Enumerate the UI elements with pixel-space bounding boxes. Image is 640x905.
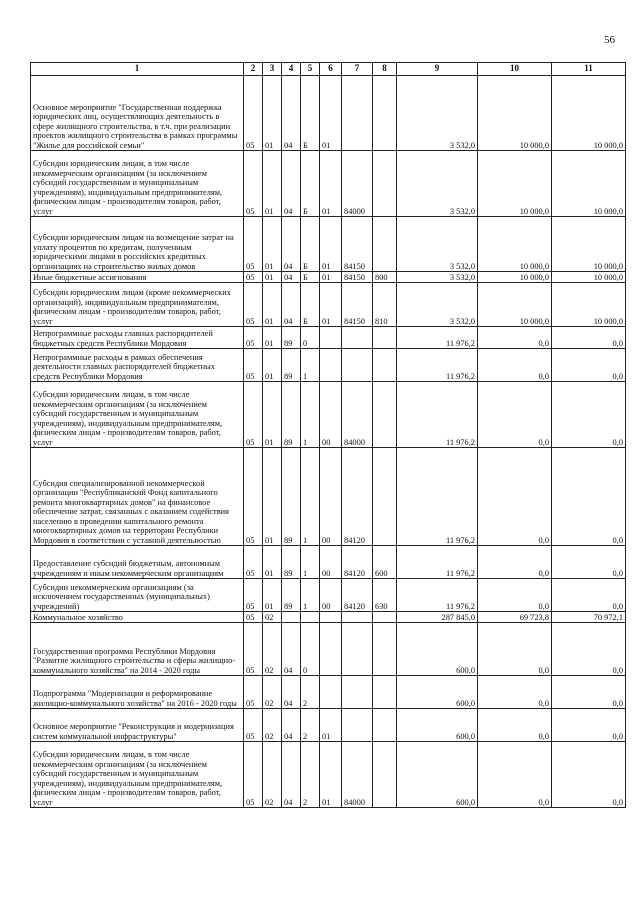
row-value-cell: 69 723,8 [478,612,552,623]
row-value-cell: 0,0 [552,742,626,808]
row-name-cell: Субсидия специализированной некоммерческой организации "Республиканский Фонд капитального ремонта многоквартирных домов" на финансовое обеспечение затрат, связанных с оказанием содействия населению в проведении капитального ремонта многоквартирных домов на территории Республики Мордовия в соответствии с уставной деятельностью [31,448,244,546]
row-value-cell [320,623,342,676]
row-value-cell: 01 [263,579,282,612]
row-value-cell: 84000 [342,742,373,808]
row-value-cell: 89 [282,349,301,382]
header-cell: 9 [397,63,478,76]
row-value-cell: 287 845,0 [397,612,478,623]
row-value-cell: 0,0 [478,349,552,382]
row-name-cell: Субсидии юридическим лицам на возмещение затрат на уплату процентов по кредитам, полученным юридическими лицами в российских кредитных организациях на строительство жилых домов [31,217,244,272]
row-value-cell [373,448,397,546]
row-value-cell [373,76,397,151]
row-name-cell: Непрограммные расходы главных распорядителей бюджетных средств Республики Мордовия [31,327,244,349]
row-value-cell: 0 [301,623,320,676]
row-value-cell: 600,0 [397,676,478,709]
table-row [31,579,626,612]
row-name-cell: Субсидии юридическим лицам, в том числе некоммерческим организациям (за исключением субсидий государственным и муниципальным учреждениям), индивидуальным предпринимателям, физическим лицам - производителям товаров, работ, услуг [31,742,244,808]
row-value-cell: 0,0 [478,327,552,349]
row-value-cell [373,612,397,623]
row-name-cell: Субсидии некоммерческим организациям (за исключением государственных (муниципальных) учреждений) [31,579,244,612]
row-value-cell: 84000 [342,382,373,448]
row-value-cell: 04 [282,623,301,676]
row-value-cell: 0,0 [478,448,552,546]
row-value-cell: 05 [244,709,263,742]
row-value-cell: 1 [301,546,320,579]
header-cell: 6 [320,63,342,76]
row-value-cell: Б [301,272,320,283]
row-value-cell: 10 000,0 [552,272,626,283]
row-value-cell [301,612,320,623]
row-name-cell: Основное мероприятие "Реконструкция и модернизация систем коммунальной инфраструктуры" [31,709,244,742]
row-name-cell: Иные бюджетные ассигнования [31,272,244,283]
row-value-cell: 01 [320,76,342,151]
row-value-cell: Б [301,217,320,272]
row-value-cell [342,623,373,676]
row-value-cell: 600,0 [397,709,478,742]
row-value-cell [342,709,373,742]
row-value-cell: 89 [282,382,301,448]
row-value-cell: 0,0 [552,448,626,546]
header-cell: 5 [301,63,320,76]
row-value-cell: 84150 [342,272,373,283]
row-value-cell: 10 000,0 [478,151,552,217]
row-value-cell: 04 [282,217,301,272]
table-row [31,742,626,808]
row-value-cell: 02 [263,742,282,808]
header-cell: 1 [31,63,244,76]
row-value-cell: 1 [301,448,320,546]
row-value-cell: 800 [373,272,397,283]
row-value-cell: 11 976,2 [397,448,478,546]
row-value-cell: 01 [263,546,282,579]
row-name-cell: Субсидии юридическим лицам, в том числе некоммерческим организациям (за исключением субсидий государственным и муниципальным учреждениям), индивидуальным предпринимателям, физическим лицам - производителям товаров, работ, услуг [31,151,244,217]
row-value-cell: 01 [263,217,282,272]
row-name-cell: Субсидии юридическим лицам, в том числе некоммерческим организациям (за исключением субсидий государственным и муниципальным учреждениям), индивидуальным предпринимателям, физическим лицам - производителям товаров, работ, услуг [31,382,244,448]
row-value-cell: 04 [282,283,301,327]
row-value-cell: 0,0 [478,709,552,742]
row-value-cell: 0,0 [552,579,626,612]
row-value-cell: 05 [244,623,263,676]
row-value-cell: 01 [263,349,282,382]
row-value-cell: 810 [373,283,397,327]
row-value-cell: 05 [244,151,263,217]
row-value-cell: 600,0 [397,623,478,676]
row-value-cell: 84000 [342,151,373,217]
row-value-cell: 70 972,1 [552,612,626,623]
row-value-cell: 0,0 [478,579,552,612]
header-cell: 10 [478,63,552,76]
row-value-cell: 01 [263,76,282,151]
row-value-cell: 84120 [342,448,373,546]
row-value-cell: 01 [320,742,342,808]
row-value-cell: 0,0 [552,382,626,448]
header-cell: 8 [373,63,397,76]
row-value-cell: Б [301,283,320,327]
row-value-cell: 00 [320,546,342,579]
row-value-cell [342,676,373,709]
row-value-cell: 04 [282,272,301,283]
row-value-cell [373,349,397,382]
row-value-cell: 0,0 [478,676,552,709]
row-value-cell [320,327,342,349]
row-value-cell: 0 [301,327,320,349]
row-value-cell: 0,0 [478,742,552,808]
row-value-cell: 01 [263,272,282,283]
row-value-cell: 04 [282,151,301,217]
row-value-cell: 04 [282,709,301,742]
row-name-cell: Основное мероприятие "Государственная поддержка юридических лиц, осуществляющих деятельность в сфере жилищного строительства, в т.ч. при реализации проектов жилищного строительства в рамках программы "Жилье для российской семьи" [31,76,244,151]
row-value-cell: 02 [263,623,282,676]
row-value-cell [373,742,397,808]
row-value-cell [342,76,373,151]
page-number: 56 [604,34,615,46]
row-value-cell: 3 532,0 [397,151,478,217]
row-value-cell [373,709,397,742]
row-value-cell [320,676,342,709]
table-row [31,327,626,349]
table-row [31,709,626,742]
row-value-cell: 84120 [342,579,373,612]
row-value-cell: 10 000,0 [478,217,552,272]
row-value-cell: 2 [301,742,320,808]
row-value-cell: 01 [263,327,282,349]
row-value-cell: 02 [263,612,282,623]
row-value-cell: 89 [282,579,301,612]
row-value-cell: 1 [301,579,320,612]
row-value-cell: 10 000,0 [478,76,552,151]
row-value-cell: 11 976,2 [397,349,478,382]
row-value-cell: 01 [320,151,342,217]
row-value-cell: 10 000,0 [478,272,552,283]
row-value-cell: 0,0 [552,546,626,579]
row-value-cell: 0,0 [552,349,626,382]
row-value-cell: 01 [320,272,342,283]
row-value-cell: 05 [244,612,263,623]
header-cell: 7 [342,63,373,76]
row-value-cell [373,623,397,676]
table-row [31,623,626,676]
table-row [31,382,626,448]
row-value-cell: 1 [301,349,320,382]
row-value-cell: 0,0 [552,676,626,709]
row-value-cell: 05 [244,217,263,272]
row-value-cell: 01 [263,151,282,217]
row-value-cell: 02 [263,676,282,709]
row-value-cell [373,151,397,217]
row-value-cell: 0,0 [478,623,552,676]
row-value-cell: 02 [263,709,282,742]
row-value-cell: 89 [282,546,301,579]
row-value-cell: 2 [301,676,320,709]
row-value-cell: 600,0 [397,742,478,808]
row-value-cell: 3 532,0 [397,283,478,327]
row-value-cell: 01 [320,709,342,742]
row-value-cell: 89 [282,327,301,349]
row-value-cell: 11 976,2 [397,327,478,349]
row-value-cell: 05 [244,676,263,709]
row-value-cell: 05 [244,382,263,448]
row-name-cell: Подпрограмма "Модернизация и реформирование жилищно-коммунального хозяйства" на 2016 - 2020 годы [31,676,244,709]
row-value-cell: 3 532,0 [397,272,478,283]
row-value-cell: 05 [244,272,263,283]
row-value-cell: Б [301,76,320,151]
row-value-cell: 3 532,0 [397,217,478,272]
row-value-cell [373,676,397,709]
row-value-cell [320,349,342,382]
row-value-cell: 0,0 [552,623,626,676]
row-value-cell: 04 [282,742,301,808]
row-value-cell: 05 [244,579,263,612]
row-value-cell: 89 [282,448,301,546]
row-value-cell: 04 [282,76,301,151]
row-value-cell: 00 [320,448,342,546]
row-value-cell: 11 976,2 [397,382,478,448]
header-cell: 2 [244,63,263,76]
header-cell: 4 [282,63,301,76]
row-value-cell: 0,0 [478,546,552,579]
row-value-cell: 04 [282,676,301,709]
row-value-cell: 05 [244,448,263,546]
row-value-cell [282,612,301,623]
row-value-cell: 10 000,0 [478,283,552,327]
row-value-cell: 00 [320,579,342,612]
budget-table [30,62,626,808]
row-value-cell: 10 000,0 [552,76,626,151]
row-name-cell: Непрограммные расходы в рамках обеспечения деятельности главных распорядителей бюджетных средств Республики Мордовия [31,349,244,382]
row-value-cell: 11 976,2 [397,546,478,579]
row-value-cell: 84120 [342,546,373,579]
table-row [31,283,626,327]
row-value-cell: 10 000,0 [552,283,626,327]
table-row [31,612,626,623]
table-row [31,546,626,579]
row-value-cell: 600 [373,546,397,579]
table-row [31,349,626,382]
table-row [31,272,626,283]
row-value-cell: 10 000,0 [552,217,626,272]
row-name-cell: Субсидии юридическим лицам (кроме некоммерческих организаций), индивидуальным предпринимателям, физическим лицам - производителям товаров, работ, услуг [31,283,244,327]
row-value-cell: 01 [263,382,282,448]
row-value-cell [373,217,397,272]
row-value-cell: 05 [244,742,263,808]
row-value-cell: 05 [244,349,263,382]
header-cell: 3 [263,63,282,76]
table-header-row [31,63,626,76]
row-value-cell: 11 976,2 [397,579,478,612]
row-value-cell: 0,0 [478,382,552,448]
table-row [31,217,626,272]
row-value-cell: 10 000,0 [552,151,626,217]
row-name-cell: Коммунальное хозяйство [31,612,244,623]
row-value-cell: 3 532,0 [397,76,478,151]
row-value-cell: 01 [320,283,342,327]
row-value-cell: 05 [244,76,263,151]
row-name-cell: Государственная программа Республики Мордовия "Развитие жилищного строительства и сферы жилищно-коммунального хозяйства" на 2014 - 2020 годы [31,623,244,676]
row-name-cell: Предоставление субсидий бюджетным, автономным учреждениям и иным некоммерческим организациям [31,546,244,579]
table-row [31,76,626,151]
header-cell: 11 [552,63,626,76]
row-value-cell: 630 [373,579,397,612]
row-value-cell: 01 [263,283,282,327]
row-value-cell: 84150 [342,283,373,327]
row-value-cell: 0,0 [552,709,626,742]
row-value-cell: 05 [244,327,263,349]
row-value-cell [373,327,397,349]
table-row [31,448,626,546]
row-value-cell: 05 [244,283,263,327]
row-value-cell [320,612,342,623]
row-value-cell: 05 [244,546,263,579]
row-value-cell [342,327,373,349]
row-value-cell [342,612,373,623]
row-value-cell: 0,0 [552,327,626,349]
row-value-cell [342,349,373,382]
row-value-cell: Б [301,151,320,217]
row-value-cell: 84150 [342,217,373,272]
table-row [31,676,626,709]
table-row [31,151,626,217]
row-value-cell: 00 [320,382,342,448]
row-value-cell: 2 [301,709,320,742]
row-value-cell: 1 [301,382,320,448]
row-value-cell: 01 [320,217,342,272]
row-value-cell: 01 [263,448,282,546]
row-value-cell [373,382,397,448]
